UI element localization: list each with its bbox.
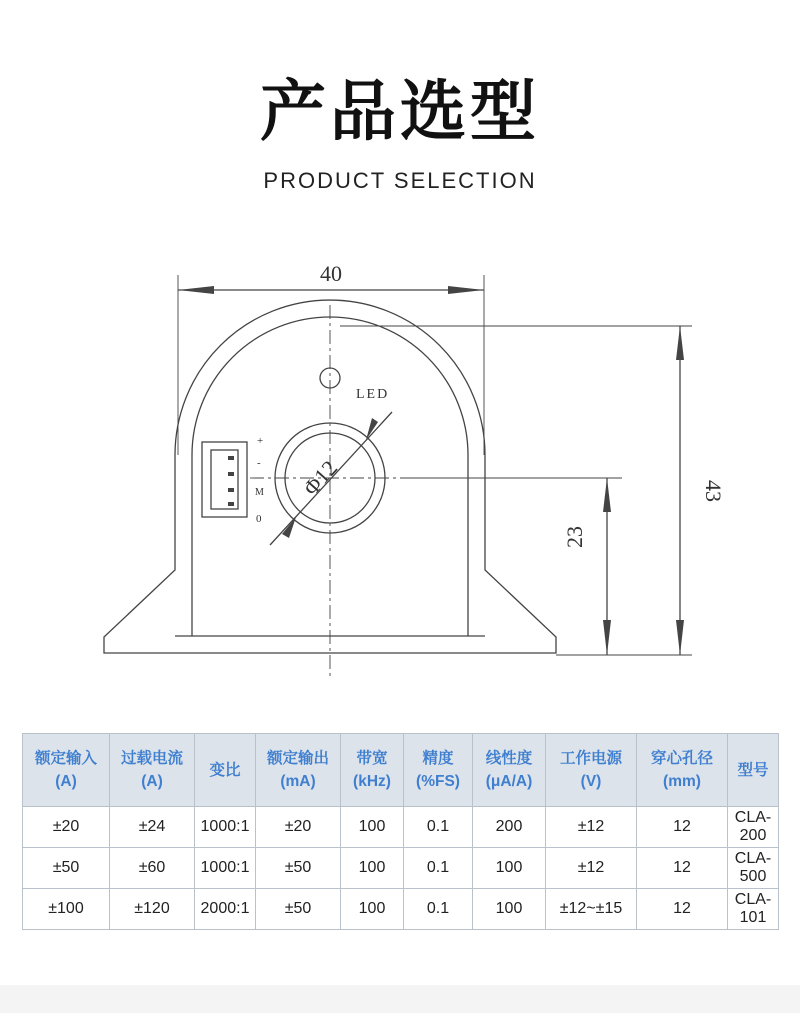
pin-label: M	[255, 487, 264, 498]
table-cell: 100	[473, 848, 546, 889]
pin-label: +	[257, 435, 264, 447]
table-cell: ±100	[23, 889, 110, 930]
table-cell: 2000:1	[195, 889, 256, 930]
table-cell: CLA-101	[728, 889, 779, 930]
table-cell: 0.1	[404, 889, 473, 930]
bottom-strip	[0, 985, 800, 1013]
table-cell: 12	[637, 807, 728, 848]
table-cell: 100	[341, 889, 404, 930]
col-accuracy: 精度 (%FS)	[404, 734, 473, 807]
led-label: LED	[356, 387, 390, 402]
table-cell: 12	[637, 848, 728, 889]
table-cell: ±50	[23, 848, 110, 889]
table-cell: 200	[473, 807, 546, 848]
table-row	[23, 807, 779, 848]
table-cell: ±50	[256, 848, 341, 889]
table-cell: ±20	[256, 807, 341, 848]
table-cell: ±50	[256, 889, 341, 930]
table-cell: CLA-500	[728, 848, 779, 889]
col-hole-diameter: 穿心孔径 (mm)	[637, 734, 728, 807]
dim-width-label: 40	[320, 261, 342, 286]
col-supply: 工作电源 (V)	[546, 734, 637, 807]
table-cell: ±12~±15	[546, 889, 637, 930]
table-cell: ±120	[110, 889, 195, 930]
table-cell: CLA-200	[728, 807, 779, 848]
table-cell: ±24	[110, 807, 195, 848]
pin-label: -	[257, 457, 261, 469]
table-cell: ±60	[110, 848, 195, 889]
table-row	[23, 848, 779, 889]
table-cell: 12	[637, 889, 728, 930]
spec-table	[22, 733, 779, 930]
table-cell: 1000:1	[195, 807, 256, 848]
table-cell: ±12	[546, 848, 637, 889]
pin-label: 0	[256, 513, 262, 525]
table-cell: 100	[341, 807, 404, 848]
col-rated-output: 额定输出 (mA)	[256, 734, 341, 807]
table-cell: 0.1	[404, 807, 473, 848]
dim-hole-label: Φ12	[298, 455, 343, 501]
col-overload-current: 过载电流 (A)	[110, 734, 195, 807]
col-linearity: 线性度 (μA/A)	[473, 734, 546, 807]
dimension-drawing	[0, 230, 800, 700]
col-model: 型号	[728, 734, 779, 807]
table-cell: 100	[473, 889, 546, 930]
page-title: 产品选型	[260, 73, 540, 150]
page-subtitle: PRODUCT SELECTION	[263, 168, 537, 193]
dim-center-label: 23	[562, 526, 587, 548]
table-cell: 100	[341, 848, 404, 889]
col-bandwidth: 带宽 (kHz)	[341, 734, 404, 807]
dim-height-label: 43	[701, 480, 726, 502]
col-ratio: 变比	[195, 734, 256, 807]
table-row	[23, 889, 779, 930]
table-cell: 1000:1	[195, 848, 256, 889]
table-cell: ±20	[23, 807, 110, 848]
table-header-row	[23, 734, 779, 807]
table-cell: 0.1	[404, 848, 473, 889]
col-rated-input: 额定输入 (A)	[23, 734, 110, 807]
connector	[202, 442, 247, 517]
table-cell: ±12	[546, 807, 637, 848]
